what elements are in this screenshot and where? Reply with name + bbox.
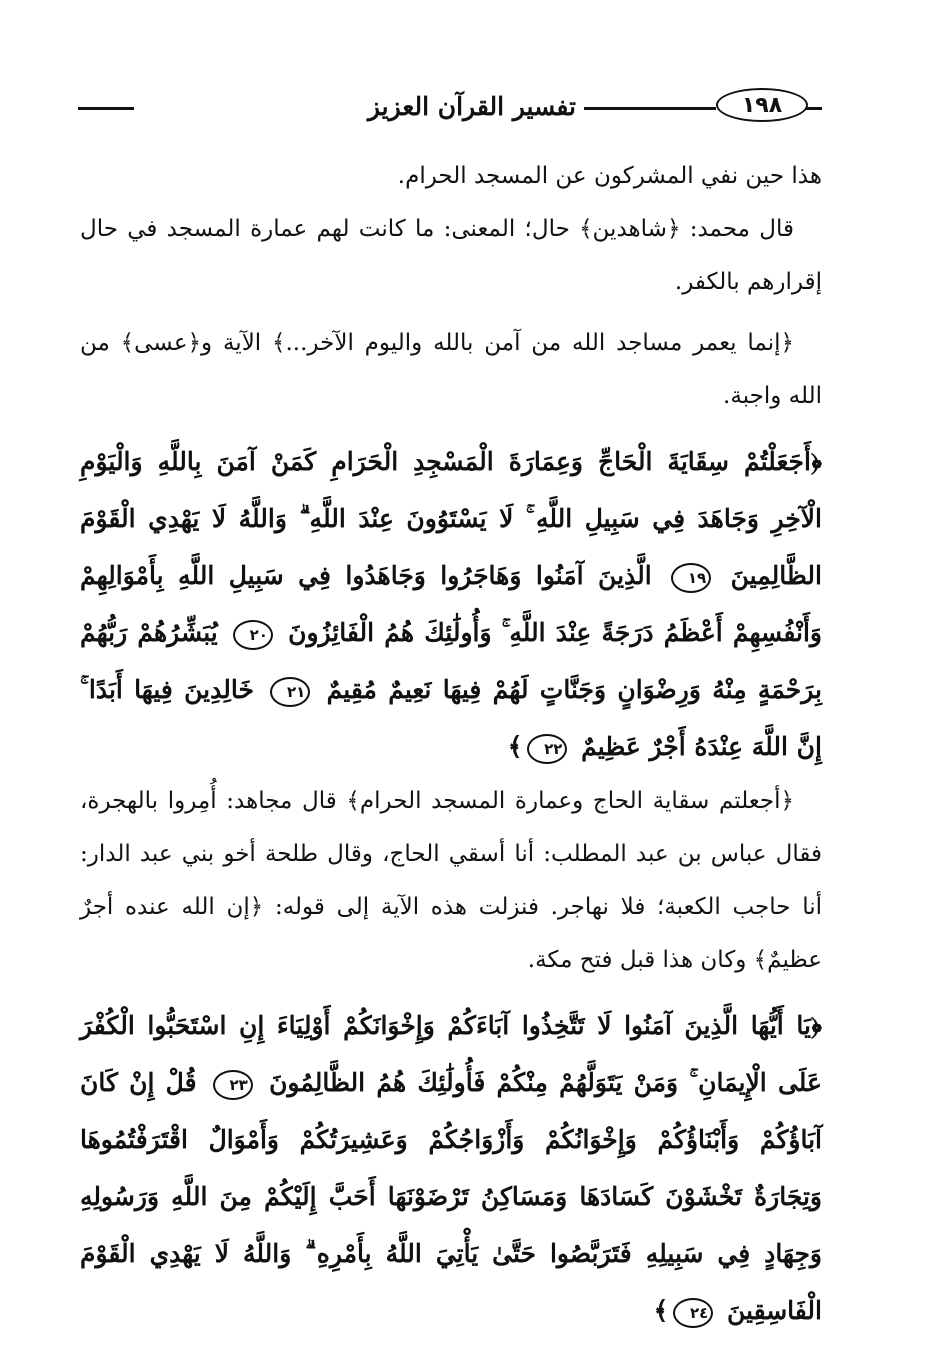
- page-number-badge: [716, 88, 808, 122]
- quran-verse-text: يُبَشِّرُهُمْ رَبُّهُمْ بِرَحْمَةٍ مِنْهُ وَرِضْوَانٍ وَجَنَّاتٍ لَهُمْ فِيهَا نَعِيمٌ مُقِيمٌ: [80, 618, 822, 704]
- commentary-paragraph: قال محمد: ﴿شاهدين﴾ حال؛ المعنى: ما كانت لهم عمارة المسجد في حال إقرارهم بالكفر.: [80, 216, 822, 295]
- closing-bracket: ﴾: [507, 732, 523, 761]
- page-number: ١٩٨: [741, 92, 783, 118]
- quran-passage: [80, 997, 822, 1339]
- commentary-paragraph: ﴿أجعلتم سقاية الحاج وعمارة المسجد الحرام﴾ قال مجاهد: أُمِروا بالهجرة، فقال عباس بن عبد المطلب: أنا أسقي الحاج، وقال طلحة أخو بني عبد الدار: أنا حاجب الكعبة؛ فلا نهاجر. فنزلت هذه الآية إلى قوله: ﴿إن الله عنده أجرٌ عظيمٌ﴾ وكان هذا قبل فتح مكة.: [80, 788, 822, 973]
- ayah-number-marker: ٢٤: [673, 1298, 713, 1328]
- book-title: تفسير القرآن العزيز: [367, 92, 576, 121]
- commentary-paragraph: هذا حين نفي المشركون عن المسجد الحرام.: [397, 163, 822, 189]
- header-rule: [806, 107, 822, 110]
- ayah-number-marker: ٢٢: [527, 734, 567, 764]
- header-rule: [584, 107, 716, 110]
- ayah-number-marker: ٢٣: [213, 1070, 253, 1100]
- ayah-number-marker: ٢١: [270, 677, 310, 707]
- quran-passage: [80, 433, 822, 775]
- quran-verse-text: خَالِدِينَ فِيهَا أَبَدًا ۚ إِنَّ اللَّهَ عِنْدَهُ أَجْرٌ عَظِيمٌ: [80, 675, 822, 761]
- commentary-paragraph: ﴿إنما يعمر مساجد الله من آمن بالله واليوم الآخر...﴾ الآية و﴿عسى﴾ من الله واجبة.: [80, 330, 822, 409]
- closing-bracket: ﴾: [653, 1296, 669, 1325]
- ayah-number-marker: ١٩: [671, 563, 711, 593]
- running-header: [78, 88, 822, 128]
- page-body: [80, 150, 822, 1339]
- quran-verse-text: الَّذِينَ آمَنُوا وَهَاجَرُوا وَجَاهَدُوا فِي سَبِيلِ اللَّهِ بِأَمْوَالِهِمْ وَأَنْفُسِهِمْ أَعْظَمُ دَرَجَةً عِنْدَ اللَّهِ ۚ وَأُولَٰئِكَ هُمُ الْفَائِزُونَ: [80, 561, 822, 647]
- quran-verse-text: ﴿يَا أَيُّهَا الَّذِينَ آمَنُوا لَا تَتَّخِذُوا آبَاءَكُمْ وَإِخْوَانَكُمْ أَوْلِيَاءَ إِنِ اسْتَحَبُّوا الْكُفْرَ عَلَى الْإِيمَانِ ۚ وَمَنْ يَتَوَلَّهُمْ مِنْكُمْ فَأُولَٰئِكَ هُمُ الظَّالِمُونَ: [80, 1011, 822, 1097]
- header-rule: [78, 107, 134, 110]
- quran-verse-text: ﴿أَجَعَلْتُمْ سِقَايَةَ الْحَاجِّ وَعِمَارَةَ الْمَسْجِدِ الْحَرَامِ كَمَنْ آمَنَ بِاللَّهِ وَالْيَوْمِ الْآخِرِ وَجَاهَدَ فِي سَبِيلِ اللَّهِ ۚ لَا يَسْتَوُونَ عِنْدَ اللَّهِ ۗ وَاللَّهُ لَا يَهْدِي الْقَوْمَ الظَّالِمِينَ: [80, 447, 822, 590]
- quran-verse-text: قُلْ إِنْ كَانَ آبَاؤُكُمْ وَأَبْنَاؤُكُمْ وَإِخْوَانُكُمْ وَأَزْوَاجُكُمْ وَعَشِيرَتُكُمْ وَأَمْوَالٌ اقْتَرَفْتُمُوهَا وَتِجَارَةٌ تَخْشَوْنَ كَسَادَهَا وَمَسَاكِنُ تَرْضَوْنَهَا أَحَبَّ إِلَيْكُمْ مِنَ اللَّهِ وَرَسُولِهِ وَجِهَادٍ فِي سَبِيلِهِ فَتَرَبَّصُوا حَتَّىٰ يَأْتِيَ اللَّهُ بِأَمْرِهِ ۗ وَاللَّهُ لَا يَهْدِي الْقَوْمَ الْفَاسِقِينَ: [80, 1068, 822, 1325]
- ayah-number-marker: ٢٠: [233, 620, 273, 650]
